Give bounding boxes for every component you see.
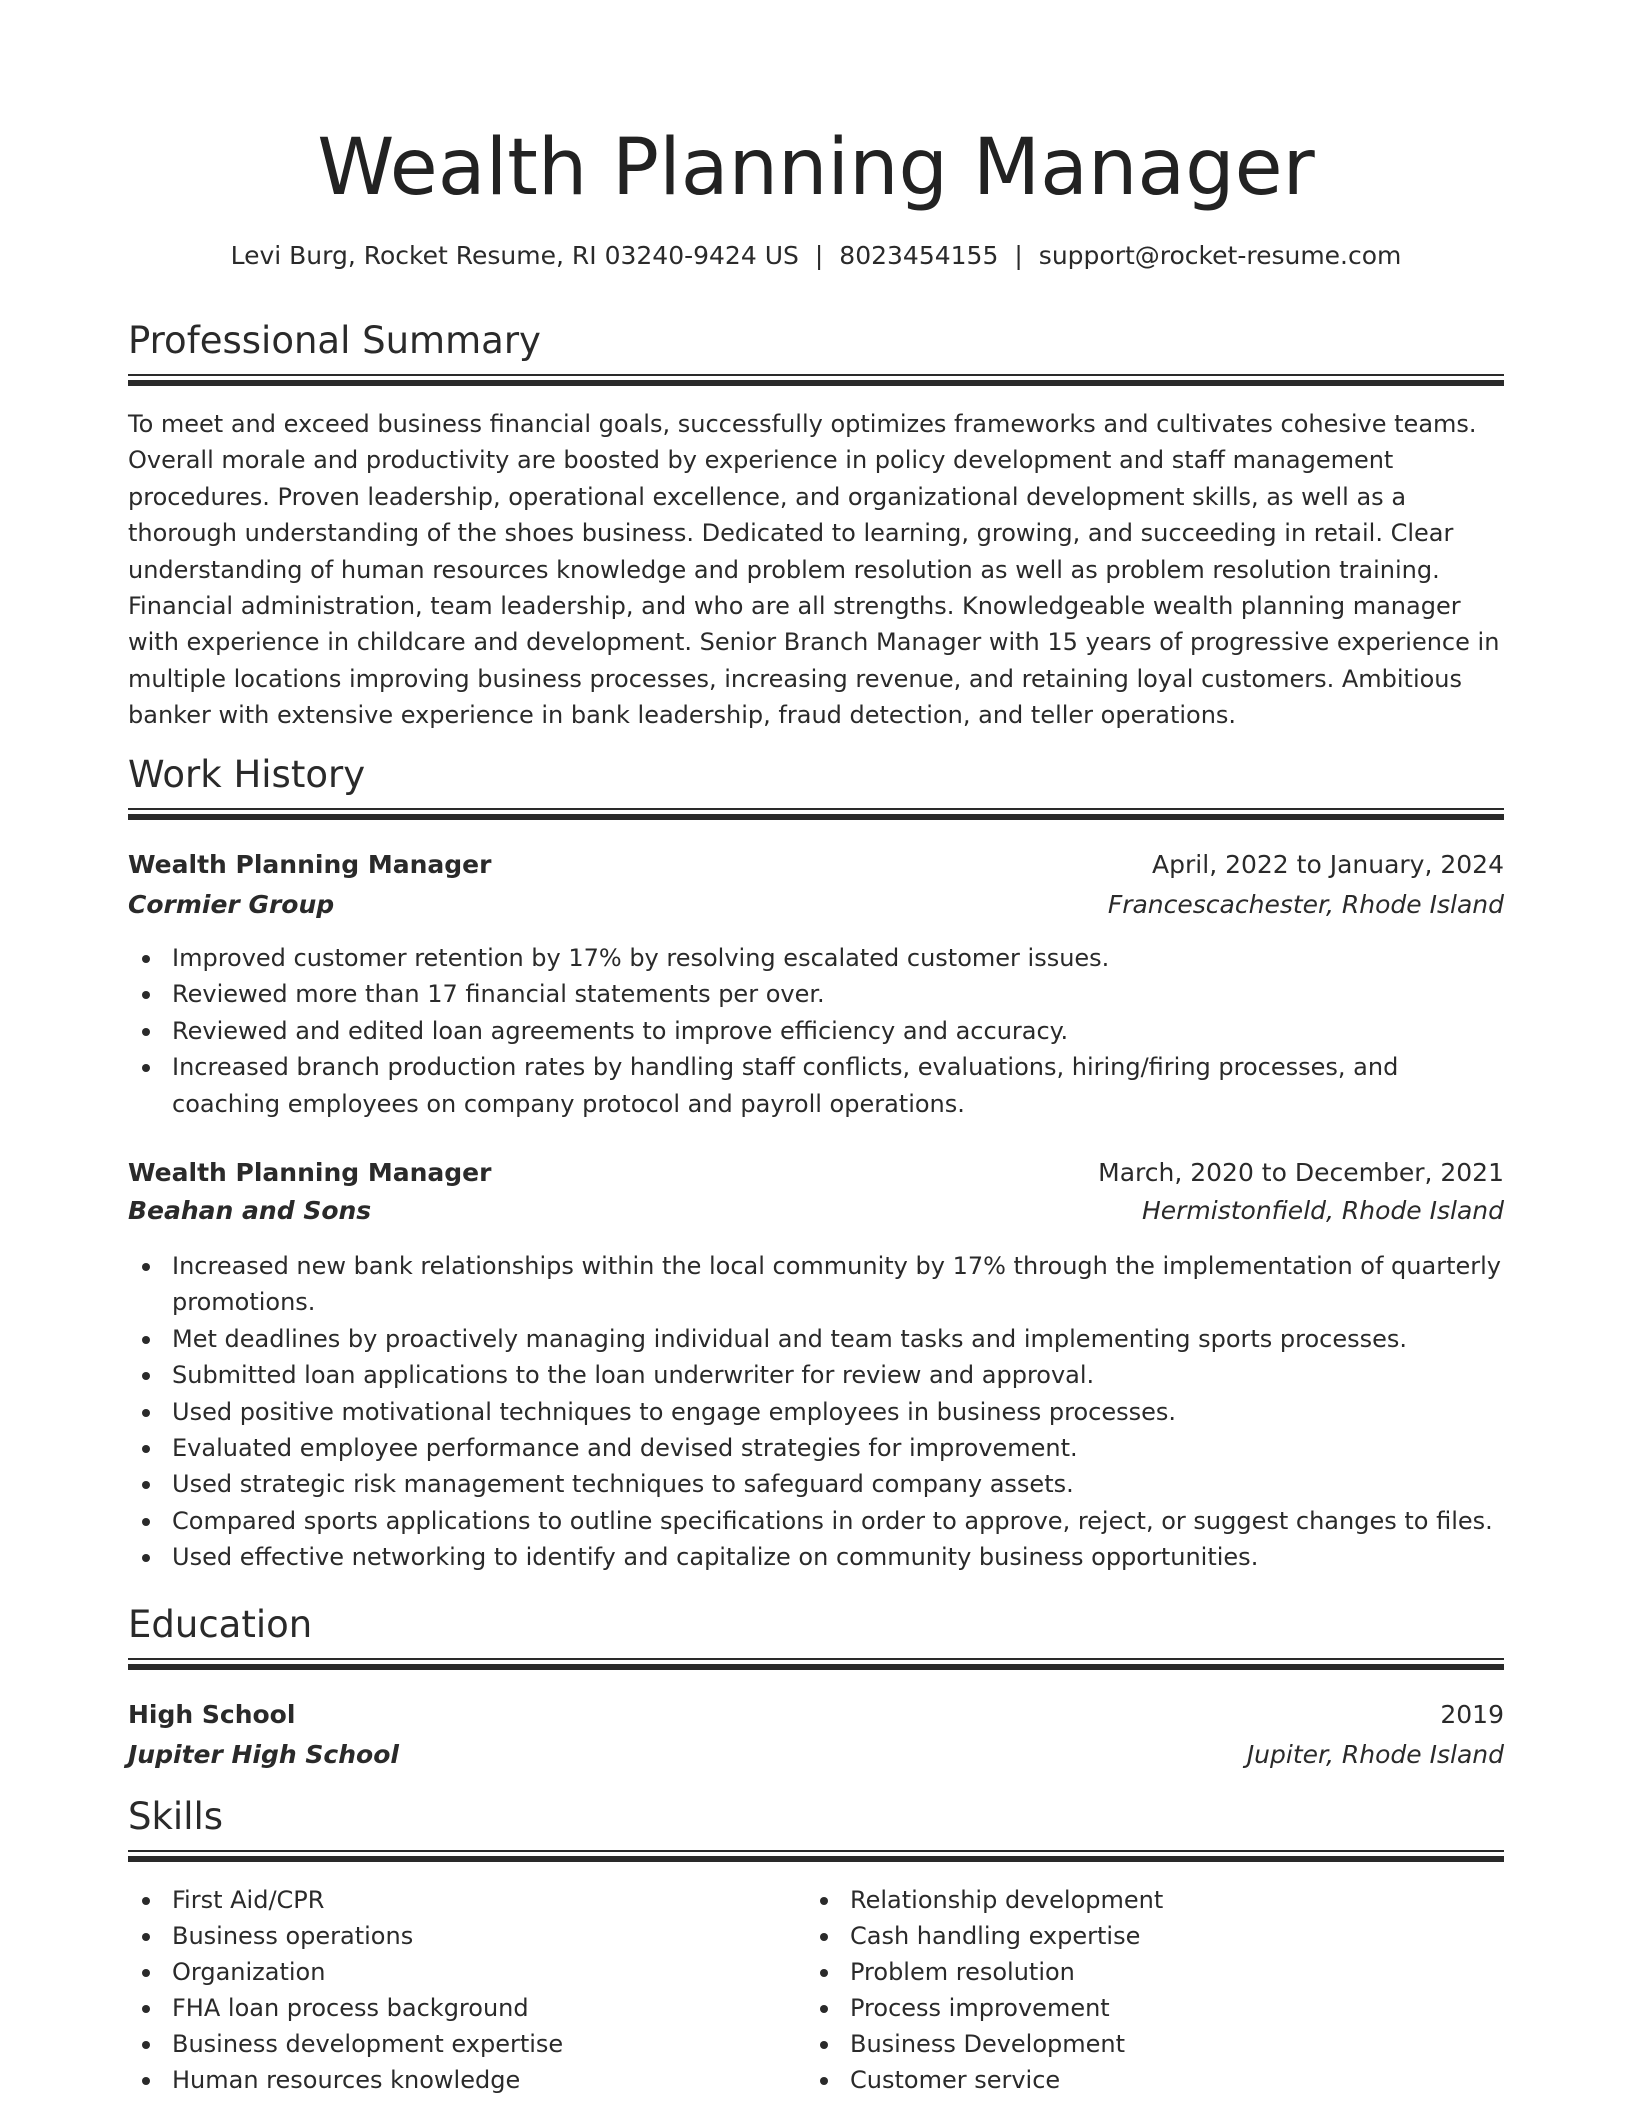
job-bullets bbox=[128, 940, 1504, 1122]
list-item: Increased new bank relationships within the local community by 17% through the implementation of quarterly promotions. bbox=[128, 1248, 1504, 1321]
list-item: Used positive motivational techniques to engage employees in business processes. bbox=[128, 1394, 1504, 1430]
skills-heading: Skills bbox=[128, 1795, 224, 1838]
job-title: Wealth Planning Manager bbox=[128, 850, 492, 879]
skill-item: Customer service bbox=[806, 2062, 1446, 2098]
skills-list-left bbox=[128, 1882, 768, 2098]
job-bullets bbox=[128, 1248, 1504, 1576]
skills-list-right bbox=[806, 1882, 1446, 2098]
skill-item: Process improvement bbox=[806, 1990, 1446, 2026]
job-title: Wealth Planning Manager bbox=[128, 1158, 492, 1187]
education-degree: High School bbox=[128, 1700, 296, 1729]
contact-email: support@rocket-resume.com bbox=[1038, 241, 1402, 270]
section-divider bbox=[128, 1658, 1504, 1670]
summary-heading: Professional Summary bbox=[128, 319, 541, 362]
job-dates: April, 2022 to January, 2024 bbox=[1152, 850, 1504, 879]
list-item: Met deadlines by proactively managing individual and team tasks and implementing sports processes. bbox=[128, 1321, 1504, 1357]
job-dates: March, 2020 to December, 2021 bbox=[1098, 1158, 1504, 1187]
section-divider bbox=[128, 1850, 1504, 1862]
education-header bbox=[128, 1696, 1504, 1734]
job-subheader bbox=[128, 886, 1504, 924]
job-location: Francescachester, Rhode Island bbox=[1107, 890, 1504, 919]
skill-item: Business operations bbox=[128, 1918, 768, 1954]
list-item: Evaluated employee performance and devised strategies for improvement. bbox=[128, 1430, 1504, 1466]
contact-separator: | bbox=[1014, 241, 1023, 270]
education-school: Jupiter High School bbox=[128, 1740, 399, 1769]
job-header bbox=[128, 846, 1504, 884]
list-item: Improved customer retention by 17% by resolving escalated customer issues. bbox=[128, 940, 1504, 976]
skill-item: Business Development bbox=[806, 2026, 1446, 2062]
work-history-heading: Work History bbox=[128, 753, 366, 796]
section-divider bbox=[128, 808, 1504, 820]
list-item: Used strategic risk management techniques to safeguard company assets. bbox=[128, 1466, 1504, 1502]
skill-item: Cash handling expertise bbox=[806, 1918, 1446, 1954]
job-company: Cormier Group bbox=[128, 890, 335, 919]
education-heading: Education bbox=[128, 1603, 313, 1646]
job-company: Beahan and Sons bbox=[128, 1196, 372, 1225]
contact-separator: | bbox=[814, 241, 824, 270]
list-item: Submitted loan applications to the loan underwriter for review and approval. bbox=[128, 1357, 1504, 1393]
job-subheader bbox=[128, 1192, 1504, 1230]
job-location: Hermistonfield, Rhode Island bbox=[1141, 1196, 1504, 1225]
page-title: Wealth Planning Manager bbox=[317, 123, 1315, 213]
section-divider bbox=[128, 374, 1504, 386]
list-item: Reviewed more than 17 financial statements per over. bbox=[128, 976, 1504, 1012]
list-item: Compared sports applications to outline specifications in order to approve, reject, or suggest changes to files. bbox=[128, 1503, 1504, 1539]
skill-item: Human resources knowledge bbox=[128, 2062, 768, 2098]
skill-item: Relationship development bbox=[806, 1882, 1446, 1918]
skill-item: FHA loan process background bbox=[128, 1990, 768, 2026]
list-item: Reviewed and edited loan agreements to improve efficiency and accuracy. bbox=[128, 1013, 1504, 1049]
contact-address: Levi Burg, Rocket Resume, RI 03240-9424 US bbox=[230, 241, 799, 270]
education-subheader bbox=[128, 1736, 1504, 1774]
skill-item: Organization bbox=[128, 1954, 768, 1990]
skill-item: Business development expertise bbox=[128, 2026, 768, 2062]
list-item: Used effective networking to identify and capitalize on community business opportunities. bbox=[128, 1539, 1504, 1575]
education-location: Jupiter, Rhode Island bbox=[1246, 1740, 1504, 1769]
skill-item: Problem resolution bbox=[806, 1954, 1446, 1990]
job-header bbox=[128, 1154, 1504, 1192]
education-year: 2019 bbox=[1440, 1700, 1504, 1729]
skill-item: First Aid/CPR bbox=[128, 1882, 768, 1918]
list-item: Increased branch production rates by handling staff conflicts, evaluations, hiring/firing processes, and coaching employees on company protocol and payroll operations. bbox=[128, 1049, 1504, 1122]
contact-line bbox=[128, 236, 1504, 276]
contact-phone: 8023454155 bbox=[839, 241, 999, 270]
summary-text: To meet and exceed business financial goals, successfully optimizes frameworks and cultivates cohesive teams. Overall morale and productivity are boosted by experience in policy development and staff management procedures. Proven leadership, operational excellence, and organizational development skills, as well as a thorough understanding of the shoes business. Dedicated to learning, growing, and succeeding in retail. Clear understanding of human resources knowledge and problem resolution as well as problem resolution training. Financial administration, team leadership, and who are all strengths. Knowledgeable wealth planning manager with experience in childcare and development. Senior Branch Manager with 15 years of progressive experience in multiple locations improving business processes, increasing revenue, and retaining loyal customers. Ambitious banker with extensive experience in bank leadership, fraud detection, and teller operations. bbox=[128, 410, 1500, 730]
